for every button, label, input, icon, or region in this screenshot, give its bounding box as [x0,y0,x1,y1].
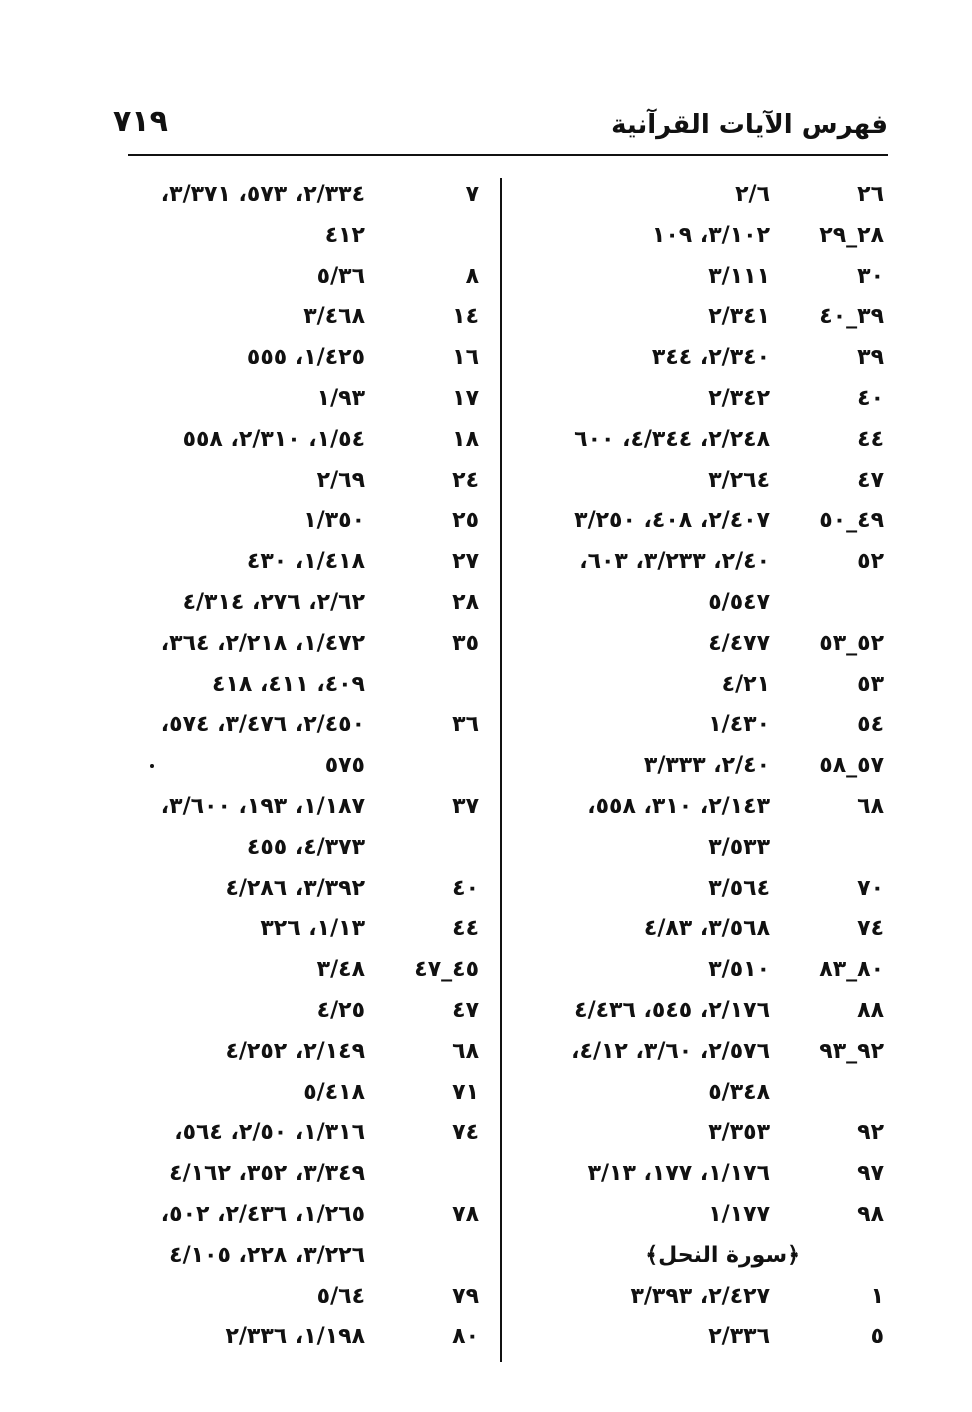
volume-page-reference: ٤١٢ [324,222,365,248]
index-entry-row [115,583,485,624]
index-entry-row [520,583,888,624]
index-entry-row [115,665,485,706]
verse-number: ١٤ [452,304,479,330]
index-entry-row [520,501,888,542]
verse-number: ٨٠_٨٣ [819,957,884,983]
volume-page-reference: ١/٩٣ [316,385,365,411]
volume-page-reference: ١/١٨٧، ١٩٣، ٣/٦٠٠، [160,793,365,819]
index-entry-row [115,1154,485,1195]
volume-page-reference: ٤/٣٧٣، ٤٥٥ [246,834,365,860]
volume-page-reference: ٣/٣٤٩، ٣٥٢، ٤/١٦٢ [169,1161,365,1187]
index-entry-row [115,420,485,461]
index-entry-row [115,950,485,991]
right-index-column [520,175,888,1358]
verse-number: ٤٥_٤٧ [414,957,479,983]
index-entry-row [520,1277,888,1318]
verse-number: ٣٥ [452,630,479,656]
volume-page-reference: ١/١٣، ٣٢٦ [260,916,365,942]
index-entry-row [115,542,485,583]
volume-page-reference: ١/٤٧٢، ٢/٢١٨، ٣٦٤، [160,630,365,656]
verse-number: ٥٢ [857,549,884,575]
index-entry-row [520,1032,888,1073]
verse-number: ٧٩ [452,1283,479,1309]
volume-page-reference: ٣/٤٨ [316,957,365,983]
volume-page-reference: ٢/٣٣٤، ٥٧٣، ٣/٣٧١، [160,182,365,207]
volume-page-reference: ٣/٣٩٢، ٤/٢٨٦ [225,875,365,901]
verse-number: ٩٧ [857,1161,884,1187]
volume-page-reference: ١/٣٥٠ [303,508,365,534]
index-entry-row [520,746,888,787]
index-entry-row [520,461,888,502]
verse-number: ٧٨ [452,1201,479,1227]
header-rule [128,154,888,156]
volume-page-reference: ٢/٤٠، ٣/٣٣٣ [643,753,770,779]
verse-number: ٩٢ [857,1120,884,1146]
verse-number: ٥ [870,1324,884,1350]
volume-page-reference: ١/٤٢٥، ٥٥٥ [246,345,365,371]
index-entry-row [115,1236,485,1277]
verse-number: ٨٨ [857,997,884,1023]
verse-number: ٣٩ [857,345,884,371]
volume-page-reference: ٢/١٧٦، ٥٤٥، ٤/٤٣٦ [574,997,770,1023]
volume-page-reference: ٣/١٠٢، ١٠٩ [651,222,770,248]
stray-mark [150,764,154,768]
volume-page-reference: ٣/٥٦٨، ٤/٨٣ [643,916,770,942]
verse-number: ٦٨ [452,1038,479,1064]
volume-page-reference: ٣/٥٣٣ [708,834,770,860]
volume-page-reference: ٢/١٤٣، ٣١٠، ٥٥٨، [587,793,770,819]
index-entry-row [520,991,888,1032]
volume-page-reference: ٣/١١١ [708,263,770,289]
volume-page-reference: ١/٤١٨، ٤٣٠ [246,549,365,575]
index-entry-row [115,909,485,950]
index-entry-row [520,379,888,420]
index-entry-row [115,1195,485,1236]
volume-page-reference: ٣/٥١٠ [708,957,770,983]
volume-page-reference: ١/٣١٦، ٢/٥٠، ٥٦٤، [174,1120,365,1146]
surah-heading-row [520,1236,888,1277]
verse-number: ٤٠ [452,875,479,901]
verse-number: ١ [870,1283,884,1309]
volume-page-reference: ٤/٢١ [721,671,770,697]
index-entry-row [115,379,485,420]
verse-number: ٤٧ [857,467,884,493]
verse-number: ٤٩_٥٠ [819,508,884,534]
volume-page-reference: ٥/٥٤٧ [708,589,770,615]
index-entry-row [115,705,485,746]
verse-number: ٦٨ [857,793,884,819]
volume-page-reference: ٢/٣٤١ [708,304,770,330]
volume-page-reference: ٥/٣٦ [316,263,365,289]
verse-number: ٢٨_٢٩ [819,222,884,248]
index-entry-row [115,461,485,502]
verse-number: ١٨ [452,426,479,452]
volume-page-reference: ٣/٥٦٤ [708,875,770,901]
index-entry-row [115,1032,485,1073]
index-entry-row [115,746,485,787]
verse-number: ٣٦ [452,712,479,738]
page-title: فهرس الآيات القرآنية [611,110,888,140]
verse-number: ٥٣ [857,671,884,697]
index-entry-row [520,1113,888,1154]
volume-page-reference: ٥/٤١٨ [303,1079,365,1105]
index-entry-row [520,624,888,665]
verse-number: ٧١ [452,1079,479,1105]
index-entry-row [115,869,485,910]
verse-number: ٣٧ [452,793,479,819]
volume-page-reference: ٢/٣٤٢ [708,385,770,411]
verse-number: ٧٤ [452,1120,479,1146]
index-entry-row [520,705,888,746]
index-entry-row [520,338,888,379]
volume-page-reference: ٢/٦٩ [316,467,365,493]
volume-page-reference: ٢/٤٢٧، ٣/٣٩٣ [630,1283,770,1309]
index-entry-row [520,216,888,257]
surah-title: ﴿سورة النحل﴾ [645,1242,800,1268]
index-entry-row [115,501,485,542]
verse-number: ٤٠ [857,385,884,411]
index-entry-row [520,869,888,910]
index-entry-row [520,828,888,869]
verse-number: ٧ [465,182,479,207]
verse-number: ٤٤ [857,426,884,452]
index-entry-row [520,1195,888,1236]
verse-number: ٢٧ [452,549,479,575]
volume-page-reference: ١/٤٣٠ [708,712,770,738]
verse-number: ٩٢_٩٣ [819,1038,884,1064]
volume-page-reference: ٢/٦ [735,182,770,207]
volume-page-reference: ٤/٤٧٧ [708,630,770,656]
verse-number: ٥٢_٥٣ [819,630,884,656]
index-entry-row [115,1317,485,1358]
index-entry-row [520,257,888,298]
volume-page-reference: ٣/٤٦٨ [303,304,365,330]
index-entry-row [115,1073,485,1114]
index-entry-row [520,420,888,461]
index-entry-row [115,216,485,257]
verse-number: ٣٩_٤٠ [819,304,884,330]
volume-page-reference: ٢/٣٣٦ [708,1324,770,1350]
volume-page-reference: ١/٥٤، ٢/٣١٠، ٥٥٨ [182,426,365,452]
verse-number: ١٦ [452,345,479,371]
verse-number: ١٧ [452,385,479,411]
verse-number: ٣٠ [857,263,884,289]
volume-page-reference: ١/١٧٧ [708,1201,770,1227]
volume-page-reference: ٢/١٤٩، ٤/٢٥٢ [225,1038,365,1064]
volume-page-reference: ٣/٣٥٣ [708,1120,770,1146]
verse-number: ٥٤ [857,712,884,738]
verse-number: ٢٦ [857,182,884,207]
verse-number: ٤٤ [452,916,479,942]
index-entry-row [115,297,485,338]
index-entry-row [520,1154,888,1195]
index-entry-row [115,624,485,665]
page-number: ٧١٩ [113,104,168,139]
volume-page-reference: ٢/٢٤٨، ٤/٣٤٤، ٦٠٠ [574,426,770,452]
volume-page-reference: ٢/٤٠، ٣/٢٣٣، ٦٠٣، [579,549,770,575]
index-entry-row [115,1277,485,1318]
verse-number: ٤٧ [452,997,479,1023]
volume-page-reference: ٢/٥٧٦، ٣/٦٠، ٤/١٢، [571,1038,770,1064]
volume-page-reference: ٤/٢٥ [316,997,365,1023]
index-entry-row [115,828,485,869]
index-entry-row [520,665,888,706]
volume-page-reference: ٢/٤٠٧، ٤٠٨، ٣/٢٥٠ [574,508,770,534]
volume-page-reference: ٣/٢٢٦، ٢٢٨، ٤/١٠٥ [169,1242,365,1268]
verse-number: ٧٠ [857,875,884,901]
index-entry-row [520,175,888,216]
verse-number: ٩٨ [857,1201,884,1227]
index-entry-row [115,257,485,298]
verse-number: ٨ [465,263,479,289]
column-divider [500,178,502,1362]
index-entry-row [520,950,888,991]
volume-page-reference: ٢/٣٤٠، ٣٤٤ [651,345,770,371]
verse-number: ٢٥ [452,508,479,534]
verse-number: ٥٧_٥٨ [819,753,884,779]
verse-number: ٢٤ [452,467,479,493]
volume-page-reference: ٥/٣٤٨ [708,1079,770,1105]
index-entry-row [520,787,888,828]
left-index-column [115,175,485,1358]
volume-page-reference: ٢/٦٢، ٢٧٦، ٤/٣١٤ [182,589,365,615]
volume-page-reference: ١/١٧٦، ١٧٧، ٣/١٣ [587,1161,770,1187]
verse-number: ٢٨ [452,589,479,615]
volume-page-reference: ٤٠٩، ٤١١، ٤١٨ [212,671,365,697]
index-entry-row [520,1317,888,1358]
volume-page-reference: ٣/٢٦٤ [708,467,770,493]
index-entry-row [520,297,888,338]
volume-page-reference: ١/٢٦٥، ٢/٤٣٦، ٥٠٢، [160,1201,365,1227]
index-entry-row [520,909,888,950]
verse-number: ٧٤ [857,916,884,942]
index-entry-row [115,991,485,1032]
index-entry-row [115,338,485,379]
volume-page-reference: ٢/٤٥٠، ٣/٤٧٦، ٥٧٤، [160,712,365,738]
verse-number: ٨٠ [452,1324,479,1350]
index-entry-row [520,542,888,583]
index-entry-row [115,787,485,828]
volume-page-reference: ٥٧٥ [324,753,365,779]
index-entry-row [520,1073,888,1114]
volume-page-reference: ١/١٩٨، ٢/٣٣٦ [225,1324,365,1350]
volume-page-reference: ٥/٦٤ [316,1283,365,1309]
index-entry-row [115,1113,485,1154]
index-entry-row [115,175,485,216]
